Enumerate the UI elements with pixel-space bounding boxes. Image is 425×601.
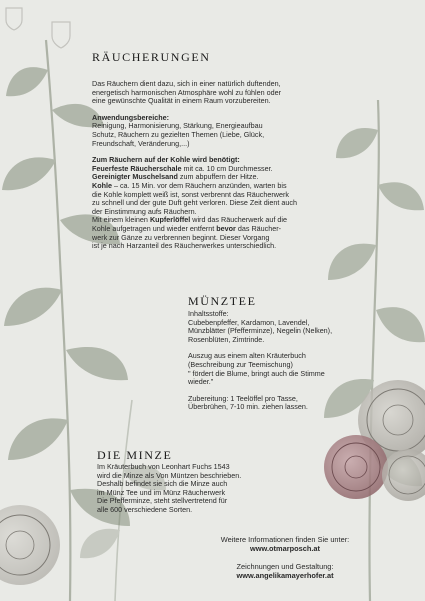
intro-text: Das Räuchern dient dazu, sich in einer natürlich duftenden, energetisch harmonischen Atmosphäre wohl zu fühlen oder eine gewünschte Qualität in einem Raum vorzubereiten. [92, 79, 281, 106]
kohle-text: Zum Räuchern auf der Kohle wird benötigt: Feuerfeste Räucherschale mit ca. 10 cm Durchmesser. Gereinigter Muschelsand zum abpuffern der Hitze. Kohle – ca. 15 Min. vor dem Räuchern anzünden, warten bis die Kohle komplett weiß ist, sonst verbrennt das Räucherwerk zu schnell und der gute Duft geht verloren. Diese Zeit dient auch der Einstimmung aufs Räuchern. Mit einem kleinen Kupferlöffel wird das Räucherwerk auf die Kohle aufgetragen und wieder entfernt bevor das Räucher- werk zur Gänze zu verbrennen beginnt. Dieser Vorgang ist je nach Harzanteil des Räucherwerkes unterschiedlich. [92, 155, 297, 251]
muenztee-section [188, 310, 358, 412]
zubereitung-text: Zubereitung: 1 Teelöffel pro Tasse, Überbrühen, 7-10 min. ziehen lassen. [188, 393, 308, 412]
info-link[interactable]: www.otmarposch.at [250, 544, 320, 553]
raeucherungen-heading: RÄUCHERUNGEN [92, 50, 211, 64]
info-credit [185, 535, 385, 553]
info-label: Weitere Informationen finden Sie unter: [220, 535, 350, 544]
muenztee-heading: MÜNZTEE [188, 294, 257, 308]
design-link[interactable]: www.angelikamayerhofer.at [236, 571, 334, 580]
inhalt-text: Inhaltsstoffe: Cubebenpfeffer, Kardamon, Lavendel, Münzblätter (Pfefferminze), Negelin (Nelken), Rosenblüten, Zimtrinde. [188, 309, 333, 344]
auszug-text: Auszug aus einem alten Kräuterbuch (Beschreibung zur Teemischung) " fördert die Blume, bringt auch die Stimme wieder." [188, 351, 325, 387]
minze-heading: DIE MINZE [97, 448, 173, 462]
minze-text: Im Kräuterbuch von Leonhart Fuchs 1543 wird die Minze als Von Müntzen beschrieben. Deshalb befindet sie sich die Minze auch im Münz Tee und im Münz Räucherwerk Die Pfefferminze, steht stellvertretend für alle 600 verschiedene Sorten. [97, 462, 242, 514]
minze-section [97, 463, 297, 515]
anwendung-text: Anwendungsbereiche: Reinigung, Harmonisierung, Stärkung, Energieaufbau Schutz, Räuchern zu gezielten Themen (Liebe, Glück, Freundschaft, Veränderung,...) [92, 112, 265, 148]
raeucherungen-section [92, 80, 322, 251]
design-credit [185, 562, 385, 580]
design-label: Zeichnungen und Gestaltung: [236, 562, 334, 571]
